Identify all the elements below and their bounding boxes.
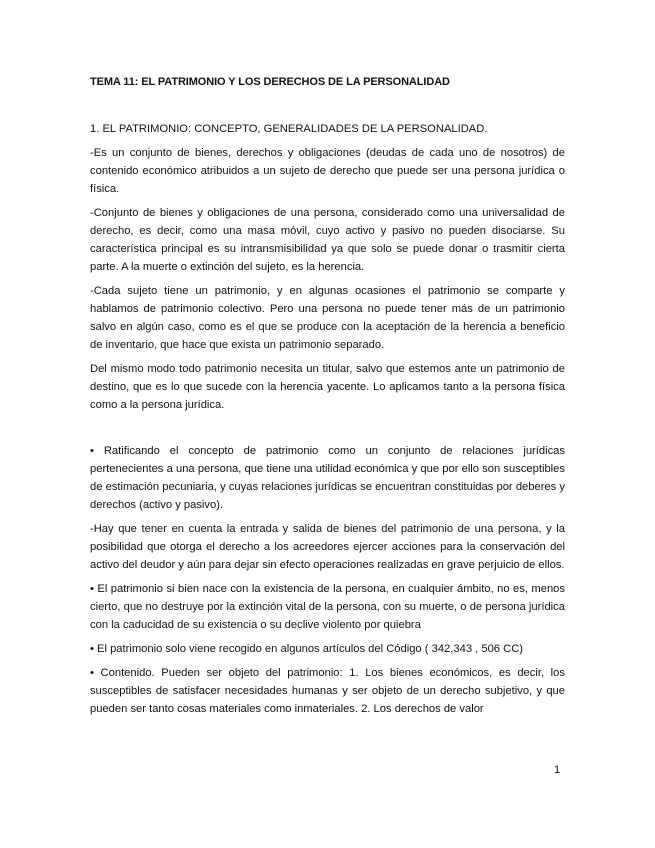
paragraph-collective-patrimony: -Cada sujeto tiene un patrimonio, y en algunas ocasiones el patrimonio se comparte y hablamos de patrimonio colectivo. Pero una persona no puede tener más de un patrimonio salvo en algún caso, como es el que se produce con la aceptación de la herencia a beneficio de inventario, que hace que exista un patrimonio separado. [90,285,565,351]
document-title: TEMA 11: EL PATRIMONIO Y LOS DERECHOS DE LA PERSONALIDAD [90,76,450,88]
section-heading: 1. EL PATRIMONIO: CONCEPTO, GENERALIDADES DE LA PERSONALIDAD. [90,123,488,135]
paragraph-titular: Del mismo modo todo patrimonio necesita un titular, salvo que estemos ante un patrimonio de destino, que es lo que sucede con la herencia yacente. Lo aplicamos tanto a la persona física como a la persona jurídica. [90,363,565,411]
paragraph-ratification: • Ratificando el concepto de patrimonio como un conjunto de relaciones jurídicas pertenecientes a una persona, que tiene una utilidad económica y que por ello son susceptibles de estimación pecuniaria, y cuyas relaciones jurídicas se encuentran constituidas por deberes y derechos (activo y pasivo). [90,445,565,511]
paragraph-extinction: • El patrimonio si bien nace con la existencia de la persona, en cualquier ámbito, no es, menos cierto, que no destruye por la extinción vital de la persona, con su muerte, o de persona jurídica con la caducidad de su existencia o su declive violento por quiebra [90,583,565,631]
page-content [90,74,565,724]
paragraph-definition: -Es un conjunto de bienes, derechos y obligaciones (deudas de cada uno de nosotros) de contenido económico atribuidos a un sujeto de derecho que puede ser una persona jurídica o física. [90,147,565,195]
paragraph-creditors: -Hay que tener en cuenta la entrada y salida de bienes del patrimonio de una persona, y la posibilidad que otorga el derecho a los acreedores ejercer acciones para la conservación del activo del deudor y aún para dejar sin efecto operaciones realizadas en grave perjuicio de ellos. [90,523,565,571]
paragraph-codigo-articles: • El patrimonio solo viene recogido en algunos artículos del Código ( 342,343 , 506 CC) [90,643,524,655]
paragraph-contenido: • Contenido. Pueden ser objeto del patrimonio: 1. Los bienes económicos, es decir, los susceptibles de satisfacer necesidades humanas y ser objeto de un derecho subjetivo, y que pueden ser tanto cosas materiales como inmateriales. 2. Los derechos de valor [90,667,565,715]
section-spacer [90,420,565,442]
paragraph-universality: -Conjunto de bienes y obligaciones de una persona, considerado como una universalidad de derecho, es decir, como una masa móvil, cuyo activo y pasivo no pueden disociarse. Su característica principal es su intransmisibilidad ya que solo se puede donar o trasmitir cierta parte. A la muerte o extinción del sujeto, es la herencia. [90,207,565,273]
page-number: 1 [554,764,561,776]
